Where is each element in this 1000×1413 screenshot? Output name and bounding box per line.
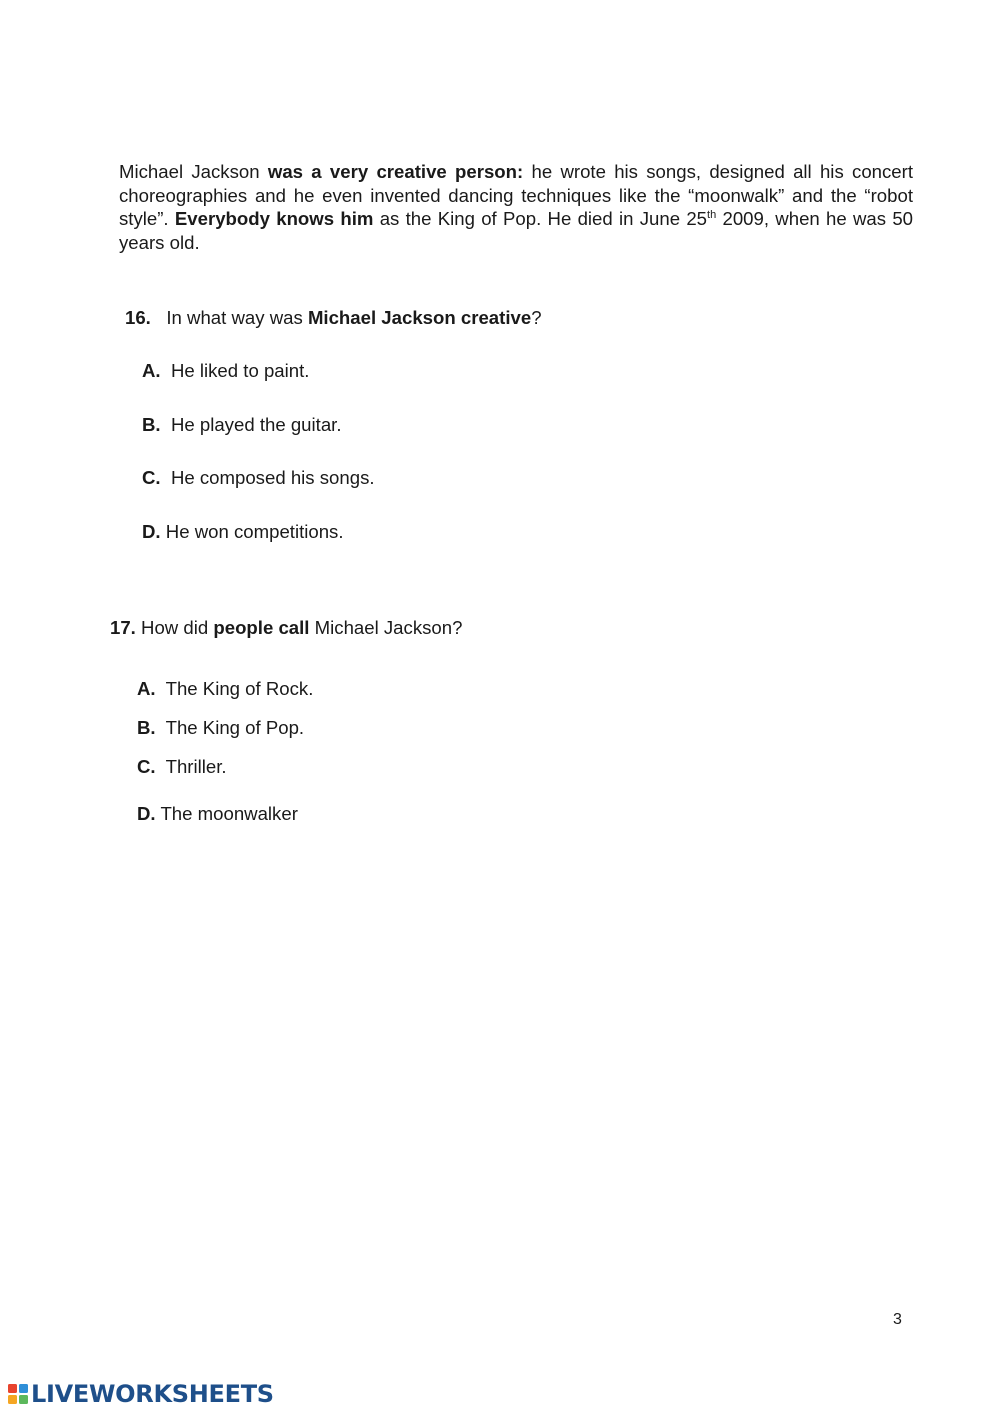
passage-text: Michael Jackson: [119, 161, 268, 182]
option-letter: A.: [142, 360, 161, 381]
option-letter: D.: [142, 521, 161, 542]
liveworksheets-logo: [8, 1381, 274, 1407]
option-letter: A.: [137, 678, 156, 699]
question-number: 16.: [125, 307, 151, 328]
option-letter: C.: [137, 756, 156, 777]
passage-superscript: th: [707, 208, 717, 221]
option-text: The moonwalker: [160, 803, 298, 824]
option-text: He liked to paint.: [170, 360, 310, 381]
question-bold-text: people call: [213, 617, 310, 638]
logo-blocks-icon: [8, 1384, 28, 1404]
question-number: 17.: [110, 617, 136, 638]
logo-block: [8, 1384, 17, 1393]
question-text: Michael Jackson?: [309, 617, 463, 638]
reading-passage: [119, 160, 913, 254]
logo-block: [8, 1395, 17, 1404]
logo-block: [19, 1395, 28, 1404]
question-bold-text: Michael Jackson creative: [307, 307, 532, 328]
q16-option-b[interactable]: [142, 414, 342, 436]
q17-option-c[interactable]: [137, 756, 227, 778]
q16-option-c[interactable]: [142, 467, 375, 489]
question-text: ?: [531, 307, 542, 328]
passage-bold-text: was a very creative person:: [267, 161, 524, 182]
question-text: How did: [141, 617, 214, 638]
question-16: [125, 307, 542, 329]
passage-text: he wrote his songs, designed all his concert choreographies and he even invented dancing techniques like the “moonwalk” and the “robot style”.: [119, 161, 913, 229]
logo-block: [19, 1384, 28, 1393]
option-text: He composed his songs.: [170, 467, 375, 488]
option-text: Thriller.: [165, 756, 227, 777]
page-number: 3: [893, 1311, 902, 1328]
question-17: [110, 617, 462, 639]
q16-option-a[interactable]: [142, 360, 309, 382]
passage-text: 2009, when he was 50 years old.: [119, 208, 914, 253]
q16-option-d[interactable]: [142, 521, 344, 543]
option-text: He played the guitar.: [170, 414, 342, 435]
option-text: The King of Rock.: [165, 678, 314, 699]
option-text: He won competitions.: [165, 521, 344, 542]
passage-text: as the King of Pop. He died in June 25: [373, 208, 708, 229]
question-text: In what way was: [166, 307, 308, 328]
option-letter: D.: [137, 803, 156, 824]
option-text: The King of Pop.: [165, 717, 305, 738]
option-letter: B.: [142, 414, 161, 435]
q17-option-a[interactable]: [137, 678, 313, 700]
q17-option-d[interactable]: [137, 803, 298, 825]
logo-text: LIVEWORKSHEETS: [31, 1380, 274, 1408]
option-letter: B.: [137, 717, 156, 738]
passage-bold-text: Everybody knows him: [174, 208, 374, 229]
option-letter: C.: [142, 467, 161, 488]
q17-option-b[interactable]: [137, 717, 304, 739]
